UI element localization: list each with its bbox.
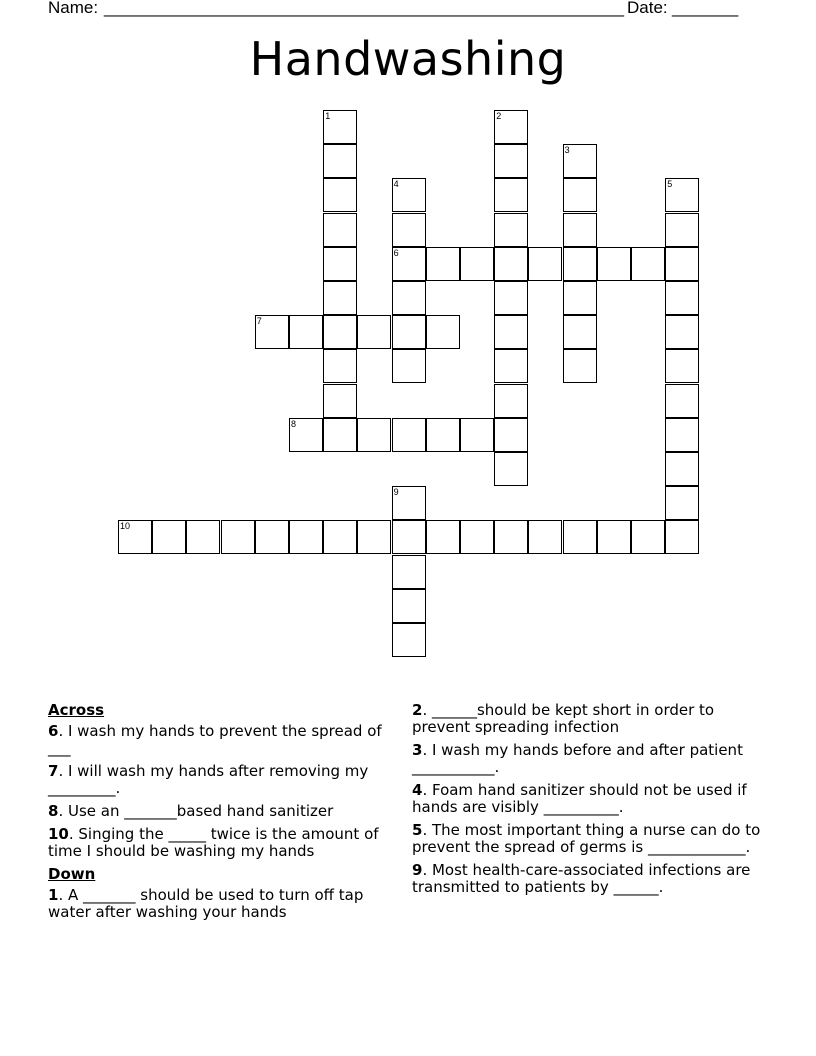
crossword-cell[interactable] [494,452,528,486]
crossword-cell[interactable] [323,144,357,178]
crossword-cell[interactable] [563,349,597,383]
crossword-cell[interactable] [460,418,494,452]
crossword-cell[interactable] [323,178,357,212]
crossword-cell[interactable] [323,213,357,247]
crossword-cell[interactable] [563,281,597,315]
crossword-cell[interactable] [392,520,426,554]
crossword-cell[interactable] [494,110,528,144]
clue-num: 2 [412,701,423,719]
clue-num: 3 [412,741,423,759]
clue-number: 2 [496,111,502,121]
clue-num: 1 [48,886,59,904]
crossword-cell[interactable] [426,520,460,554]
crossword-cell[interactable] [392,247,426,281]
crossword-cell[interactable] [494,281,528,315]
crossword-cell[interactable] [392,589,426,623]
down-clue-list [48,887,388,921]
crossword-cell[interactable] [563,315,597,349]
clue-item [48,763,388,797]
crossword-cell[interactable] [118,520,152,554]
clue-text: . I wash my hands to prevent the spread of ___ [48,722,382,757]
crossword-cell[interactable] [357,418,391,452]
crossword-cell[interactable] [392,315,426,349]
clue-number: 8 [291,418,297,429]
clue-number: 1 [325,111,331,121]
crossword-cell[interactable] [494,144,528,178]
crossword-cell[interactable] [665,281,699,315]
clue-item [412,862,767,896]
crossword-cell[interactable] [665,315,699,349]
clue-item [48,803,388,820]
crossword-cell[interactable] [494,315,528,349]
crossword-cell[interactable] [563,213,597,247]
crossword-cell[interactable] [392,418,426,452]
clue-item [412,742,767,776]
crossword-cell[interactable] [563,247,597,281]
clue-num: 10 [48,825,69,843]
name-field[interactable]: _______________________________________________________ [104,0,625,17]
crossword-cell[interactable] [665,520,699,554]
crossword-cell[interactable] [392,623,426,657]
clue-item [412,702,767,736]
clues-right-column [412,702,767,902]
crossword-cell[interactable] [631,520,665,554]
crossword-cell[interactable] [665,384,699,418]
clue-num: 6 [48,722,59,740]
crossword-cell[interactable] [152,520,186,554]
clue-number: 4 [393,179,399,190]
crossword-cell[interactable] [426,418,460,452]
clue-item [412,782,767,816]
crossword-cell[interactable] [494,384,528,418]
across-clue-list [48,723,388,860]
crossword-cell[interactable] [426,247,460,281]
crossword-cell[interactable] [186,520,220,554]
crossword-cell[interactable] [323,349,357,383]
crossword-cell[interactable] [665,418,699,452]
clue-text: . I wash my hands before and after patient ___________. [412,741,743,776]
crossword-cell[interactable] [392,349,426,383]
crossword-cell[interactable] [323,247,357,281]
crossword-cell[interactable] [460,520,494,554]
crossword-cell[interactable] [597,247,631,281]
clue-item [412,822,767,856]
clue-text: . Foam hand sanitizer should not be used if hands are visibly __________. [412,781,747,816]
clue-number: 7 [256,316,262,327]
crossword-cell[interactable] [665,247,699,281]
crossword-cell[interactable] [289,520,323,554]
crossword-cell[interactable] [392,281,426,315]
crossword-cell[interactable] [665,349,699,383]
puzzle-title: Handwashing [249,32,567,86]
clue-item [48,723,388,757]
crossword-cell[interactable] [494,213,528,247]
down-clue-list-continued [412,702,767,896]
crossword-cell[interactable] [665,178,699,212]
crossword-cell[interactable] [494,349,528,383]
clue-item [48,826,388,860]
crossword-cell[interactable] [289,315,323,349]
crossword-cell[interactable] [255,520,289,554]
clue-number: 3 [564,145,570,156]
crossword-cell[interactable] [665,213,699,247]
clue-item [48,887,388,921]
name-label: Name: [48,0,99,17]
crossword-cell[interactable] [323,520,357,554]
crossword-cell[interactable] [357,520,391,554]
clue-num: 4 [412,781,423,799]
crossword-cell[interactable] [289,418,323,452]
across-heading: Across [48,701,105,719]
clue-num: 7 [48,762,59,780]
clue-text: . A _______ should be used to turn off tap water after washing your hands [48,886,364,921]
crossword-cell[interactable] [323,418,357,452]
crossword-cell[interactable] [494,178,528,212]
clue-num: 8 [48,802,59,820]
crossword-cell[interactable] [323,110,357,144]
clue-num: 5 [412,821,423,839]
crossword-cell[interactable] [426,315,460,349]
crossword-cell[interactable] [392,555,426,589]
crossword-cell[interactable] [631,247,665,281]
crossword-cell[interactable] [528,520,562,554]
crossword-cell[interactable] [494,247,528,281]
crossword-cell[interactable] [255,315,289,349]
crossword-cell[interactable] [221,520,255,554]
clue-text: . The most important thing a nurse can do to prevent the spread of germs is _____________. [412,821,761,856]
clue-text: . Most health-care-associated infections are transmitted to patients by ______. [412,861,751,896]
down-heading: Down [48,865,96,883]
crossword-cell[interactable] [323,315,357,349]
crossword-cell[interactable] [392,178,426,212]
clue-text: . I will wash my hands after removing my _________. [48,762,369,797]
clue-number: 5 [667,179,673,190]
clues-left-column [48,702,388,927]
crossword-cell[interactable] [665,452,699,486]
clue-text: . ______should be kept short in order to prevent spreading infection [412,701,715,736]
crossword-cell[interactable] [357,315,391,349]
date-label: Date: [627,0,668,17]
clue-text: . Use an _______based hand sanitizer [58,802,334,820]
crossword-cell[interactable] [392,213,426,247]
crossword-cell[interactable] [528,247,562,281]
crossword-cell[interactable] [392,486,426,520]
clue-number: 10 [120,521,131,532]
crossword-cell[interactable] [460,247,494,281]
crossword-cell[interactable] [494,520,528,554]
crossword-cell[interactable] [563,144,597,178]
crossword-cell[interactable] [323,384,357,418]
clue-number: 9 [393,487,399,498]
date-field[interactable]: _______ [672,0,739,17]
clue-number: 6 [393,247,399,258]
crossword-cell[interactable] [563,520,597,554]
crossword-cell[interactable] [597,520,631,554]
crossword-cell[interactable] [323,281,357,315]
clue-text: . Singing the _____ twice is the amount of time I should be washing my hands [48,825,379,860]
crossword-cell[interactable] [665,486,699,520]
crossword-cell[interactable] [494,418,528,452]
clue-num: 9 [412,861,423,879]
crossword-cell[interactable] [563,178,597,212]
